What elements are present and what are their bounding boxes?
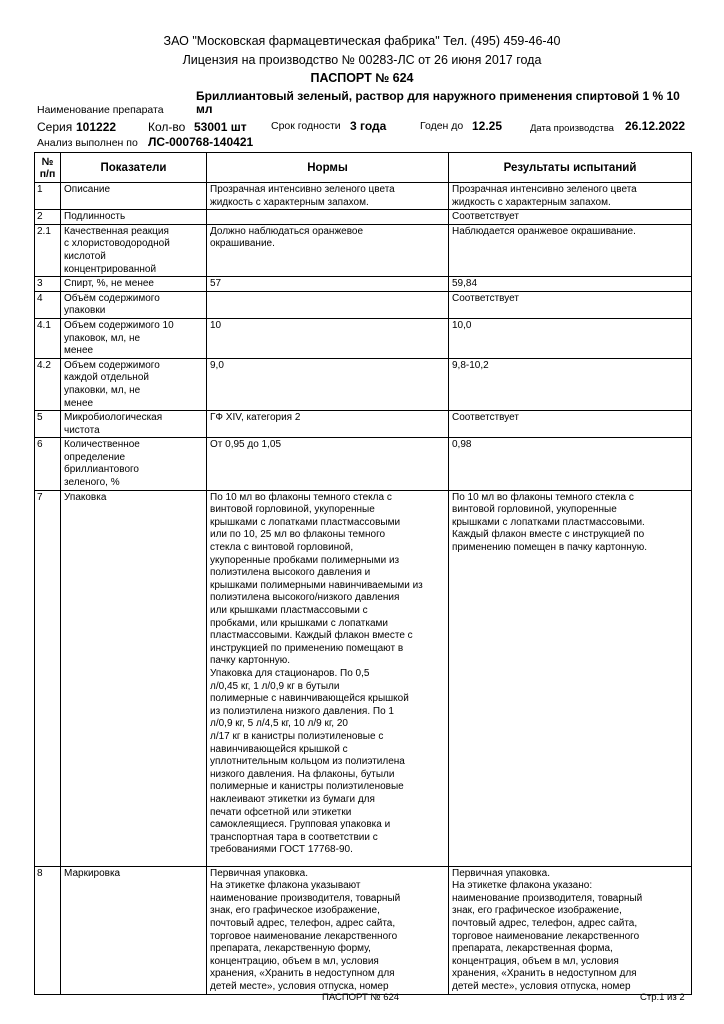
- qty-value: 53001 шт: [194, 120, 247, 134]
- table-row: [35, 277, 692, 292]
- col-header-num: № п/п: [35, 153, 61, 183]
- row-norm: 57: [207, 277, 449, 292]
- table-row: [35, 358, 692, 410]
- row-result: Соответствует: [449, 291, 692, 318]
- shelf-value: 3 года: [350, 119, 387, 133]
- row-num: 1: [35, 183, 61, 210]
- row-norm: Первичная упаковка. На этикетке флакона указывают наименование производителя, товарный знак, его графическое изображение, почтовый адрес, телефон, адрес сайта, торговое наименование лекарственного препарата, лекарственную форму, концентрацию, объем в мл, условия хранения, «Хранить в недоступном для детей месте», условия отпуска, номер: [207, 866, 449, 994]
- analysis-label: Анализ выполнен по: [37, 137, 138, 149]
- footer-passport: ПАСПОРТ № 624: [322, 992, 400, 1003]
- passport-title: ПАСПОРТ № 624: [310, 71, 414, 85]
- row-num: 2.1: [35, 224, 61, 276]
- row-norm: 10: [207, 318, 449, 358]
- table-row: [35, 866, 692, 994]
- table-row: [35, 291, 692, 318]
- table-row: [35, 183, 692, 210]
- row-norm: Прозрачная интенсивно зеленого цвета жидкость с характерным запахом.: [207, 183, 449, 210]
- table-row: [35, 411, 692, 438]
- row-result: 0,98: [449, 438, 692, 490]
- row-result: По 10 мл во флаконы темного стекла с винтовой горловиной, укупоренные крышками с лопатками пластмассовыми. Каждый флакон вместе с инструкцией по применению помещен в пачку картонную.: [449, 490, 692, 866]
- row-num: 4.2: [35, 358, 61, 410]
- row-num: 4.1: [35, 318, 61, 358]
- series-label: Серия: [37, 120, 73, 134]
- col-header-indicator: Показатели: [61, 153, 207, 183]
- test-results-table: [34, 152, 692, 995]
- row-indicator: Качественная реакция с хлористоводородной кислотой концентрированной: [61, 224, 207, 276]
- analysis-value: ЛС-000768-140421: [148, 135, 254, 149]
- row-result: 59,84: [449, 277, 692, 292]
- row-result: Соответствует: [449, 210, 692, 225]
- table-row: [35, 490, 692, 866]
- row-indicator: Объем содержимого каждой отдельной упаковки, мл, не менее: [61, 358, 207, 410]
- row-result: 10,0: [449, 318, 692, 358]
- row-indicator: Упаковка: [61, 490, 207, 866]
- table-row: [35, 210, 692, 225]
- row-num: 5: [35, 411, 61, 438]
- row-num: 6: [35, 438, 61, 490]
- row-result: Соответствует: [449, 411, 692, 438]
- company-line: ЗАО "Московская фармацевтическая фабрика" Тел. (495) 459-46-40: [163, 34, 561, 48]
- row-norm: [207, 210, 449, 225]
- row-num: 8: [35, 866, 61, 994]
- shelf-label: Срок годности: [271, 120, 341, 132]
- col-header-norm: Нормы: [207, 153, 449, 183]
- row-num: 4: [35, 291, 61, 318]
- row-num: 2: [35, 210, 61, 225]
- row-norm: [207, 291, 449, 318]
- table-row: [35, 438, 692, 490]
- product-name: Бриллиантовый зеленый, раствор для наружного применения спиртовой 1 % 10 мл: [196, 89, 680, 116]
- row-num: 3: [35, 277, 61, 292]
- license-line: Лицензия на производство № 00283-ЛС от 26 июня 2017 года: [182, 53, 542, 67]
- product-label: Наименование препарата: [37, 104, 164, 116]
- table-row: [35, 318, 692, 358]
- row-norm: По 10 мл во флаконы темного стекла с винтовой горловиной, укупоренные крышками с лопатками пластмассовыми или по 10, 25 мл во флаконы темного стекла с винтовой горловиной, укупоренные пробками полимерными из полиэтилена высокого давления и крышками полимерными навинчиваемыми из полиэтилена высокого/низкого давления или крышками пластмассовыми с пробками, или крышками с лопатками пластмассовыми. Каждый флакон вместе с инструкцией по применению помещают в пачку картонную. Упаковка для стационаров. По 0,5 л/0,45 кг, 1 л/0,9 кг в бутыли полимерные с навинчивающейся крышкой из полиэтилена низкого давления. По 1 л/0,9 кг, 5 л/4,5 кг, 10 л/9 кг, 20 л/17 кг в канистры полиэтиленовые с навинчивающейся крышкой с уплотнительным кольцом из полиэтилена низкого давления. На флаконы, бутыли полимерные и канистры полиэтиленовые наклеивают этикетки из бумаги для печати офсетной или этикетки самоклеящиеся. Групповая упаковка и транспортная тара в соответствии с требованиями ГОСТ 17768-90.: [207, 490, 449, 866]
- row-result: Прозрачная интенсивно зеленого цвета жидкость с характерным запахом.: [449, 183, 692, 210]
- row-norm: Должно наблюдаться оранжевое окрашивание.: [207, 224, 449, 276]
- row-norm: От 0,95 до 1,05: [207, 438, 449, 490]
- row-indicator: Описание: [61, 183, 207, 210]
- col-header-result: Результаты испытаний: [449, 153, 692, 183]
- row-norm: 9,0: [207, 358, 449, 410]
- row-indicator: Спирт, %, не менее: [61, 277, 207, 292]
- valid-value: 12.25: [472, 119, 503, 133]
- row-indicator: Подлинность: [61, 210, 207, 225]
- qty-label: Кол-во: [148, 120, 186, 134]
- row-indicator: Объём содержимого упаковки: [61, 291, 207, 318]
- row-result: 9,8-10,2: [449, 358, 692, 410]
- series-value: 101222: [76, 120, 117, 134]
- row-result: Наблюдается оранжевое окрашивание.: [449, 224, 692, 276]
- row-indicator: Объем содержимого 10 упаковок, мл, не менее: [61, 318, 207, 358]
- date-label: Дата производства: [530, 123, 614, 134]
- row-num: 7: [35, 490, 61, 866]
- row-indicator: Количественное определение бриллиантового зеленого, %: [61, 438, 207, 490]
- date-value: 26.12.2022: [625, 119, 686, 133]
- valid-label: Годен до: [420, 120, 464, 132]
- table-row: [35, 224, 692, 276]
- row-indicator: Микробиологическая чистота: [61, 411, 207, 438]
- row-result: Первичная упаковка. На этикетке флакона указано: наименование производителя, товарный знак, его графическое изображение, почтовый адрес, телефон, адрес сайта, торговое наименование лекарственного препарата, лекарственная форма, концентрация, объем в мл, условия хранения, «Хранить в недоступном для детей месте», условия отпуска, номер: [449, 866, 692, 994]
- row-indicator: Маркировка: [61, 866, 207, 994]
- row-norm: ГФ XIV, категория 2: [207, 411, 449, 438]
- footer-page-number: Стр.1 из 2: [640, 992, 685, 1003]
